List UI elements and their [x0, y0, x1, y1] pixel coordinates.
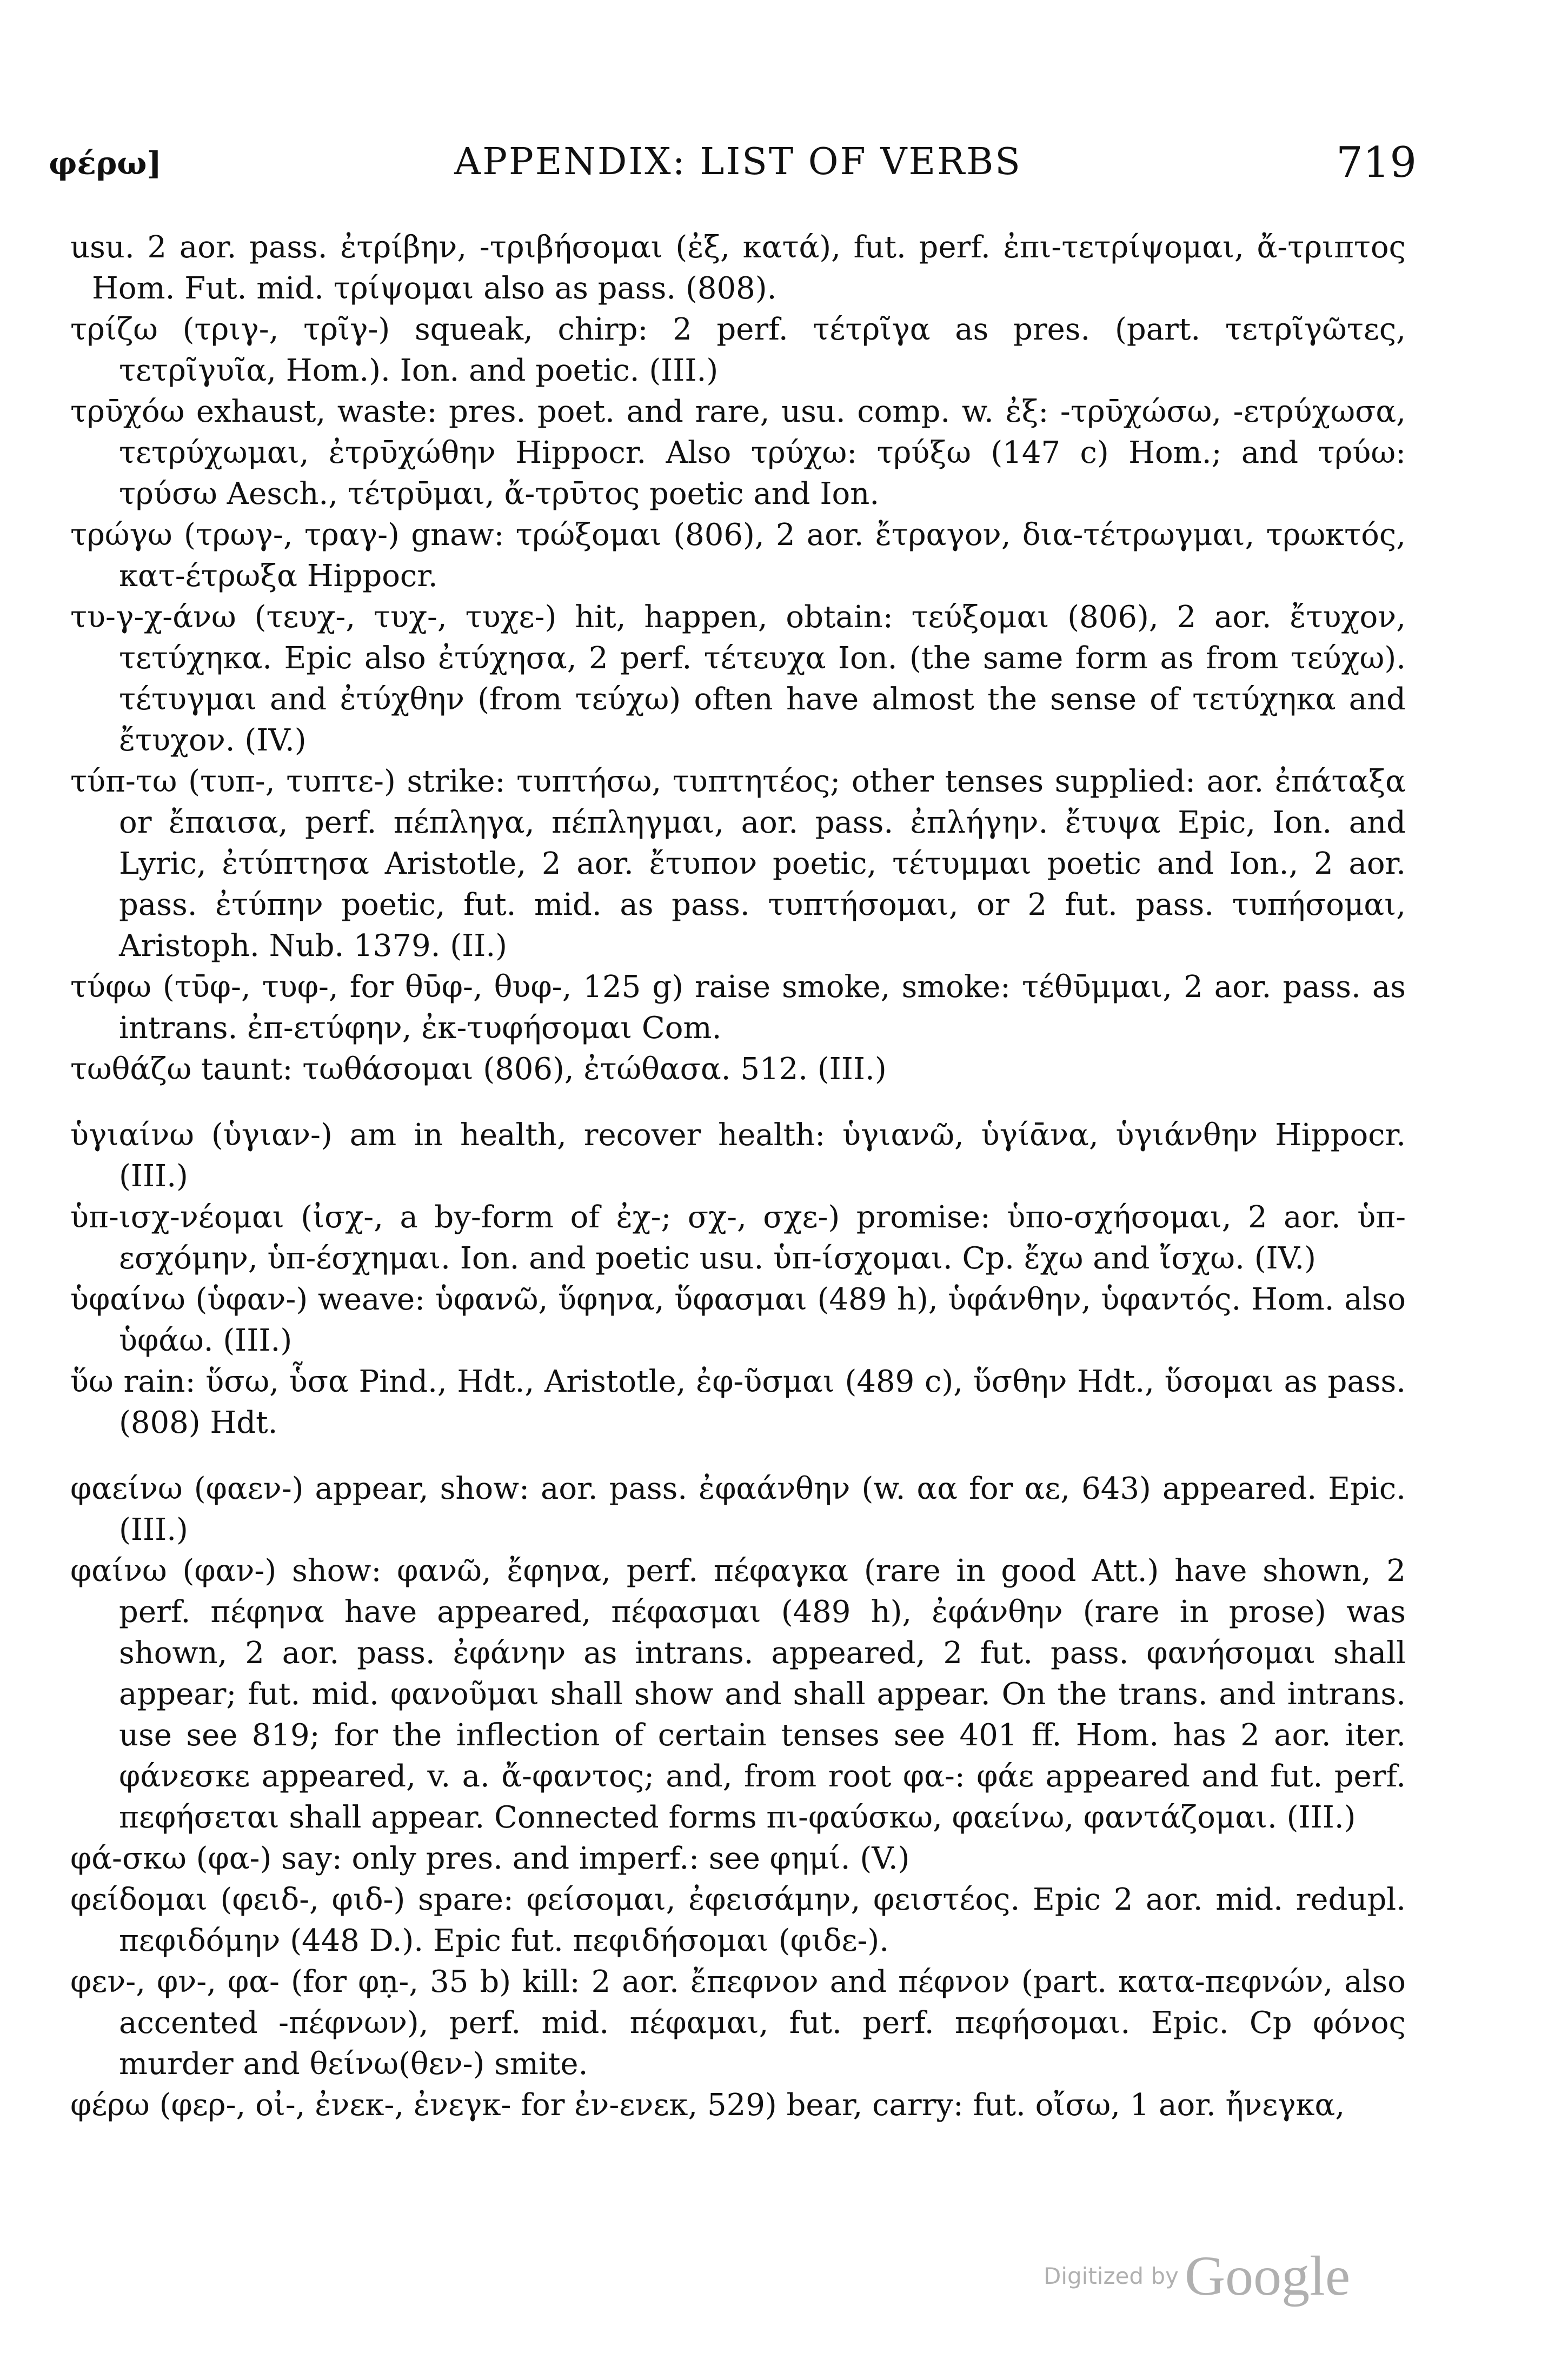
list-entry: φεν-, φν-, φα- (for φṇ-, 35 b) kill: 2 aor. ἔπεφνον and πέφνον (part. κατα-πεφνών, also accented -πέφνων), perf. mid. πέφαμαι, fut. perf. πεφήσομαι. Epic. Cp φόνος murder and θείνω(θεν-) smite. [70, 1964, 1406, 2082]
list-entry: φαίνω (φαν-) show: φανῶ, ἔφηνα, perf. πέφαγκα (rare in good Att.) have shown, 2 perf. πέφηνα have appeared, πέφασμαι (489 h), ἐφάνθην (rare in prose) was shown, 2 aor. pass. ἐφάνην as intrans. appeared, 2 fut. pass. φανήσομαι shall appear; fut. mid. φανοῦμαι shall show and shall appear. On the trans. and intrans. use see 819; for the inflection of certain tenses see 401 ff. Hom. has 2 aor. iter. φάνεσκε appeared, v. a. ἄ-φαντος; and, from root φα-: φάε appeared and fut. perf. πεφήσεται shall appear. Connected forms πι-φαύσκω, φαείνω, φαντάζομαι. (III.) [70, 1553, 1406, 1835]
list-entry: ὑγιαίνω (ὑγιαν-) am in health, recover health: ὑγιανῶ, ὑγίᾱνα, ὑγιάνθην Hippocr. (III.) [70, 1118, 1406, 1194]
section-gap [70, 1090, 1406, 1115]
list-entry: τρίζω (τριγ-, τρῖγ-) squeak, chirp: 2 perf. τέτρῖγα as pres. (part. τετρῖγῶτες, τετρῖγυῖα, Hom.). Ion. and poetic. (III.) [70, 312, 1406, 388]
digitization-watermark [1044, 2244, 1350, 2308]
running-header [49, 124, 1417, 189]
list-entry: ὕω rain: ὕσω, ὗσα Pind., Hdt., Aristotle, ἐφ-ῦσμαι (489 c), ὕσθην Hdt., ὕσομαι as pass. (808) Hdt. [70, 1364, 1406, 1440]
watermark-logo: Google [1184, 2245, 1351, 2307]
list-entry: φαείνω (φαεν-) appear, show: aor. pass. ἐφαάνθην (w. αα for αε, 643) appeared. Epic. (III.) [70, 1471, 1406, 1547]
list-entry: τρῡχόω exhaust, waste: pres. poet. and rare, usu. comp. w. ἐξ: -τρῡχώσω, -ετρύχωσα, τετρύχωμαι, ἐτρῡχώθην Hippocr. Also τρύχω: τρύξω (147 c) Hom.; and τρύω: τρύσω Aesch., τέτρῡμαι, ἄ-τρῡτος poetic and Ion. [70, 394, 1406, 511]
page-title: APPENDIX: LIST OF VERBS [454, 141, 1022, 183]
list-entry: ὑπ-ισχ-νέομαι (ἰσχ-, a by-form of ἐχ-; σχ-, σχε-) promise: ὑπο-σχήσομαι, 2 aor. ὑπ-εσχόμην, ὑπ-έσχημαι. Ion. and poetic usu. ὑπ-ίσχομαι. Cp. ἔχω and ἴσχω. (IV.) [70, 1200, 1406, 1276]
list-entry: τυ-γ-χ-άνω (τευχ-, τυχ-, τυχε-) hit, happen, obtain: τεύξομαι (806), 2 aor. ἔτυχον, τετύχηκα. Epic also ἐτύχησα, 2 perf. τέτευχα Ion. (the same form as from τεύχω). τέτυγμαι and ἐτύχθην (from τεύχω) often have almost the sense of τετύχηκα and ἔτυχον. (IV.) [70, 600, 1406, 758]
list-entry: τρώγω (τρωγ-, τραγ-) gnaw: τρώξομαι (806), 2 aor. ἔτραγον, δια-τέτρωγμαι, τρωκτός, κατ-έτρωξα Hippocr. [70, 517, 1406, 594]
verb-list [70, 227, 1406, 2126]
list-entry: τωθάζω taunt: τωθάσομαι (806), ἐτώθασα. 512. (III.) [70, 1052, 887, 1087]
watermark-prefix: Digitized by [1044, 2263, 1179, 2289]
list-entry: τύφω (τῡφ-, τυφ-, for θῡφ-, θυφ-, 125 g) raise smoke, smoke: τέθῡμμαι, 2 aor. pass. as intrans. ἐπ-ετύφην, ἐκ-τυφήσομαι Com. [70, 969, 1406, 1046]
list-entry: usu. 2 aor. pass. ἐτρίβην, -τριβήσομαι (ἐξ, κατά), fut. perf. ἐπι-τετρίψομαι, ἄ-τριπτος Hom. Fut. mid. τρίψομαι also as pass. (808). [70, 230, 1406, 306]
page-number: 719 [1336, 138, 1417, 187]
list-entry: φείδομαι (φειδ-, φιδ-) spare: φείσομαι, ἐφεισάμην, φειστέος. Epic 2 aor. mid. redupl. πεφιδόμην (448 D.). Epic fut. πεφιδήσομαι (φιδε-). [70, 1882, 1406, 1958]
section-gap [70, 1444, 1406, 1468]
list-entry: ὑφαίνω (ὑφαν-) weave: ὑφανῶ, ὕφηνα, ὕφασμαι (489 h), ὑφάνθην, ὑφαντός. Hom. also ὑφάω. (III.) [70, 1282, 1406, 1358]
header-catchword: φέρω] [49, 145, 162, 182]
list-entry: φέρω (φερ-, οἰ-, ἐνεκ-, ἐνεγκ- for ἐν-ενεκ, 529) bear, carry: fut. οἴσω, 1 aor. ἤνεγκα, [70, 2088, 1345, 2123]
list-entry: φά-σκω (φα-) say: only pres. and imperf.: see φημί. (V.) [70, 1841, 910, 1876]
list-entry: τύπ-τω (τυπ-, τυπτε-) strike: τυπτήσω, τυπτητέος; other tenses supplied: aor. ἐπάταξα or ἔπαισα, perf. πέπληγα, πέπληγμαι, aor. pass. ἐπλήγην. ἔτυψα Epic, Ion. and Lyric, ἐτύπτησα Aristotle, 2 aor. ἔτυπον poetic, τέτυμμαι poetic and Ion., 2 aor. pass. ἐτύπην poetic, fut. mid. as pass. τυπτήσομαι, or 2 fut. pass. τυπήσομαι, Aristoph. Nub. 1379. (II.) [70, 764, 1406, 963]
page [49, 124, 1417, 2126]
